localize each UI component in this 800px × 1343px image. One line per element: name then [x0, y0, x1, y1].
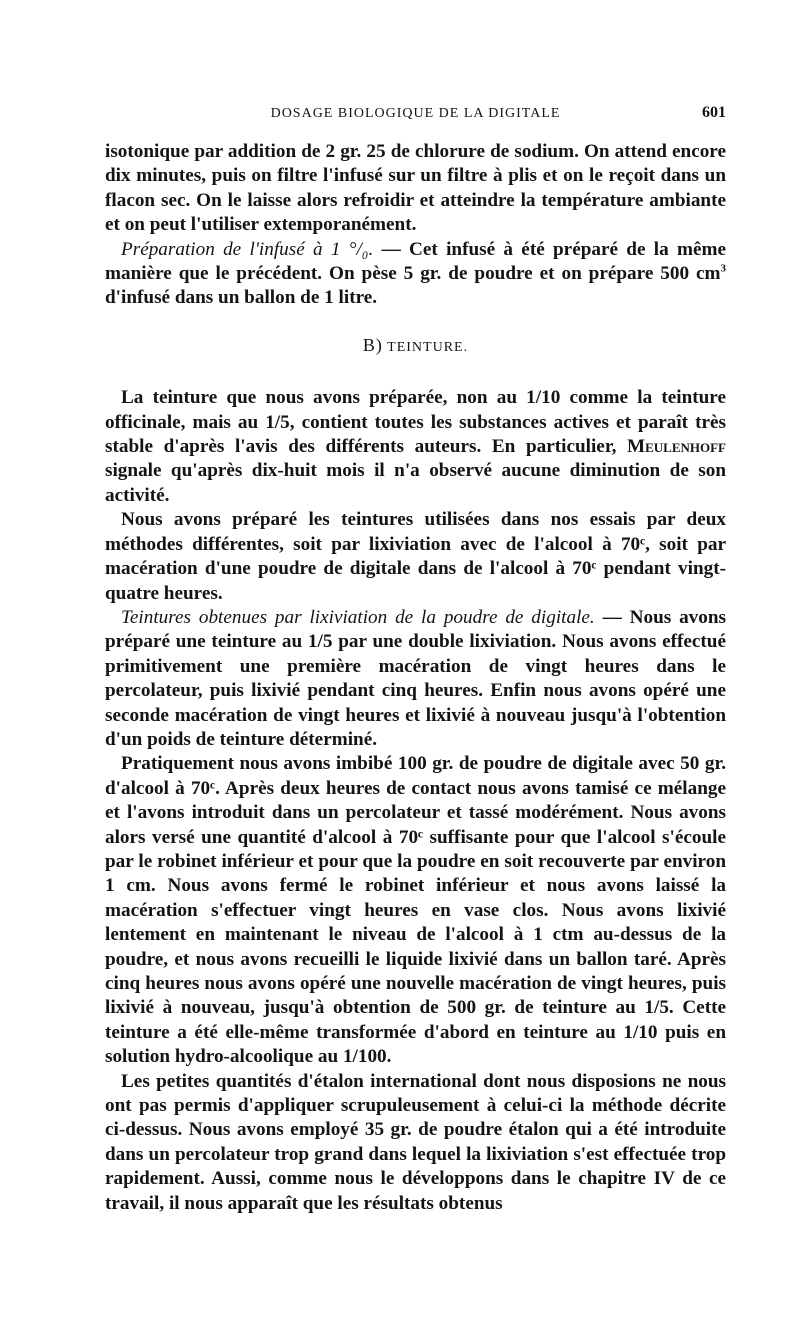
- paragraph-text: La teinture que nous avons préparée, non au 1/10 comme la teinture officinale, mais au 1/5, contient toutes les substances actives et paraît très stable d'après l'avis des différents auteurs. En particulier,: [105, 387, 726, 458]
- paragraph-infuse-1-percent: [105, 238, 726, 311]
- italic-subtitle: Préparation de l'infusé à 1 °/₀.: [121, 238, 374, 260]
- page-number: 601: [702, 104, 726, 121]
- section-title: TEINTURE.: [387, 339, 469, 355]
- paragraph-teinture-intro: [105, 386, 726, 508]
- running-head: [105, 100, 726, 126]
- section-letter: B): [362, 334, 383, 355]
- paragraph-text: — Cet infusé à été préparé de la même manière que le précédent. On pèse 5 gr. de poudre et on prépare 500 cm: [105, 238, 726, 285]
- paragraph-continuation: isotonique par addition de 2 gr. 25 de chlorure de sodium. On attend encore dix minutes, puis on filtre l'infusé sur un filtre à plis et on le reçoit dans un flacon sec. On le laisse alors refroidir et atteindre la température ambiante et on peut l'utiliser extemporanément.: [105, 141, 726, 236]
- paragraph-etalon: Les petites quantités d'étalon international dont nous disposions ne nous ont pas permis d'appliquer scrupuleusement à celui-ci la méthode décrite ci-dessus. Nous avons employé 35 gr. de poudre étalon qui a été introduite dans un percolateur trop grand dans lequel la lixiviation s'est effectuée trop rapidement. Aussi, comme nous le développons dans le chapitre IV de ce travail, il nous apparaît que les résultats obtenus: [105, 1070, 726, 1214]
- paragraph-text: signale qu'après dix-huit mois il n'a observé aucune diminution de son activité.: [105, 460, 726, 506]
- paragraph-text: — Nous avons préparé une teinture au 1/5 par une double lixiviation. Nous avons effectué primitivement une première macération de vingt heures dans le percolateur, puis lixivié pendant cinq heures. Enfin nous avons opéré une seconde macération de vingt heures et lixivié à nouveau jusqu'à l'obtention d'un poids de teinture déterminé.: [105, 606, 726, 750]
- running-title: DOSAGE BIOLOGIQUE DE LA DIGITALE: [270, 106, 561, 121]
- body-text: [105, 140, 726, 1216]
- section-heading: [105, 333, 726, 360]
- author-name: Meulenhoff: [626, 436, 726, 458]
- superscript: 3: [720, 262, 726, 275]
- paragraph-text: d'infusé dans un ballon de 1 litre.: [105, 287, 378, 309]
- paragraph-procedure: Pratiquement nous avons imbibé 100 gr. de poudre de digitale avec 50 gr. d'alcool à 70ᶜ. Après deux heures de contact nous avons tamisé ce mélange et l'avons introduit dans un percolateur et tassé modérément. Nous avons alors versé une quantité d'alcool à 70ᶜ suffisante pour que l'alcool s'écoule par le robinet inférieur et pour que la poudre en soit recouverte par environ 1 cm. Nous avons fermé le robinet inférieur et nous avons laissé la macération s'effectuer vingt heures en vase clos. Nous avons lixivié lentement en maintenant le niveau de l'alcool à 1 ctm au-dessus de la poudre, et nous avons recueilli le liquide lixivié dans un ballon taré. Après cinq heures nous avons opéré une nouvelle macération de vingt heures, puis lixivié à nouveau, jusqu'à obtention de 500 gr. de teinture au 1/5. Cette teinture a été elle-même transformée d'abord en teinture au 1/10 puis en solution hydro-alcoolique au 1/100.: [105, 753, 726, 1068]
- italic-subtitle: Teintures obtenues par lixiviation de la poudre de digitale.: [121, 606, 595, 628]
- paragraph-lixiviation: [105, 606, 726, 752]
- paragraph-methods: Nous avons préparé les teintures utilisées dans nos essais par deux méthodes différentes, soit par lixiviation avec de l'alcool à 70ᶜ, soit par macération d'une poudre de digitale dans de l'alcool à 70ᶜ pendant vingt-quatre heures.: [105, 509, 726, 604]
